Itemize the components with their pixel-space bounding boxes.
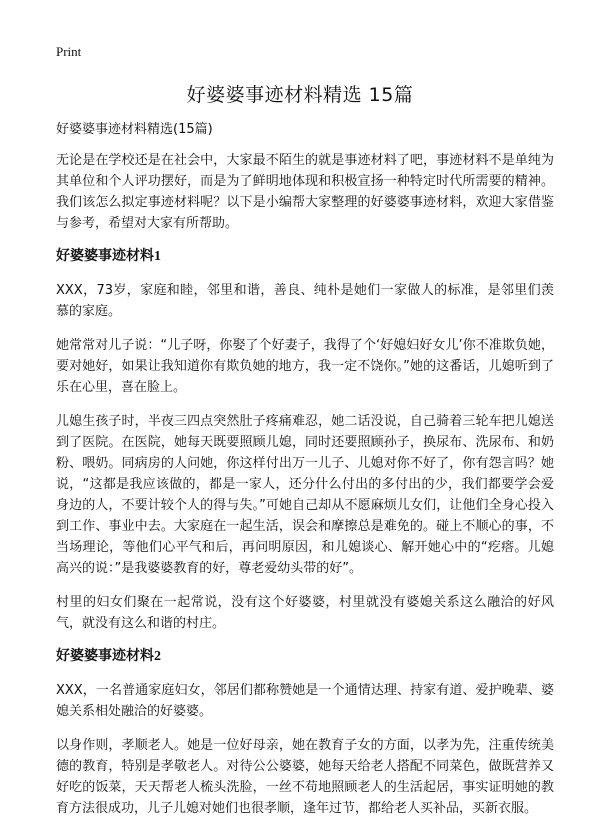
paragraph: 儿媳生孩子时，半夜三四点突然肚子疼痛难忍，她二话没说，自己骑着三轮车把儿媳送到了医院。在医院，她每天既要照顾儿媳，同时还要照顾孙子，换尿布、洗尿布、和奶粉、喂奶。同病房的人问她，你这样付出万一儿子、儿媳对你不好了，你有怨言吗？她说，“这都是我应该做的，都是一家人，还分什么付出的多付出的少，我们都要学会爱身边的人，不要计较个人的得与失。”可她自己却从不愿麻烦儿女们，让他们全身心投入到工作、事业中去。大家庭在一起生活，误会和摩擦总是难免的。碰上不顺心的事，不当场理论，等他们心平气和后，再问明原因，和儿媳谈心、解开她心中的“疙瘩。儿媳高兴的说：”是我婆婆教育的好，尊老爱幼头带的好”。: [56, 414, 554, 576]
intro-paragraph: 无论是在学校还是在社会中，大家最不陌生的就是事迹材料了吧，事迹材料不是单纯为其单位和个人评功摆好，而是为了鲜明地体现和积极宣扬一种特定时代所需要的精神。我们该怎么拟定事迹材料呢？以下是小编帮大家整理的好婆婆事迹材料，欢迎大家借鉴与参考，希望对大家有所帮助。: [56, 153, 554, 231]
section-heading: 好婆婆事迹材料1: [56, 249, 161, 264]
paragraph: 村里的妇女们聚在一起常说，没有这个好婆婆，村里就没有婆媳关系这么融洽的好风气，就没有这么和谐的村庄。: [56, 595, 554, 631]
print-link[interactable]: Print: [56, 44, 82, 59]
paragraph: 以身作则，孝顺老人。她是一位好母亲，她在教育子女的方面，以孝为先，注重传统美德的教育，特别是孝敬老人。对待公公婆婆，她每天给老人搭配不同菜色，做既营养又好吃的饭菜，天天帮老人梳头洗脸，一丝不苟地照顾老人的生活起居，事实证明她的教育方法很成功，儿子儿媳对她们也很孝顺，逢年过节，都给老人买补品，买新衣服。: [56, 738, 554, 816]
paragraph: 她常常对儿子说：“儿子呀，你娶了个好妻子，我得了个‘好媳妇好女儿’你不准欺负她，要对她好，如果让我知道你有欺负她的地方，我一定不饶你。”她的这番话，儿媳听到了乐在心里，喜在脸上。: [56, 338, 554, 395]
paragraph: XXX，一名普通家庭妇女，邻居们都称赞她是一个通情达理、持家有道、爱护晚辈、婆媳关系相处融洽的好婆婆。: [56, 683, 554, 719]
document-subtitle: 好婆婆事迹材料精选(15篇): [56, 122, 213, 137]
section-heading: 好婆婆事迹材料2: [56, 649, 161, 664]
paragraph: XXX，73岁，家庭和睦，邻里和谐，善良、纯朴是她们一家做人的标准，是邻里们羡慕的家庭。: [56, 283, 554, 319]
page-title: 好婆婆事迹材料精选 15篇: [186, 84, 414, 106]
document-body: [56, 121, 554, 832]
